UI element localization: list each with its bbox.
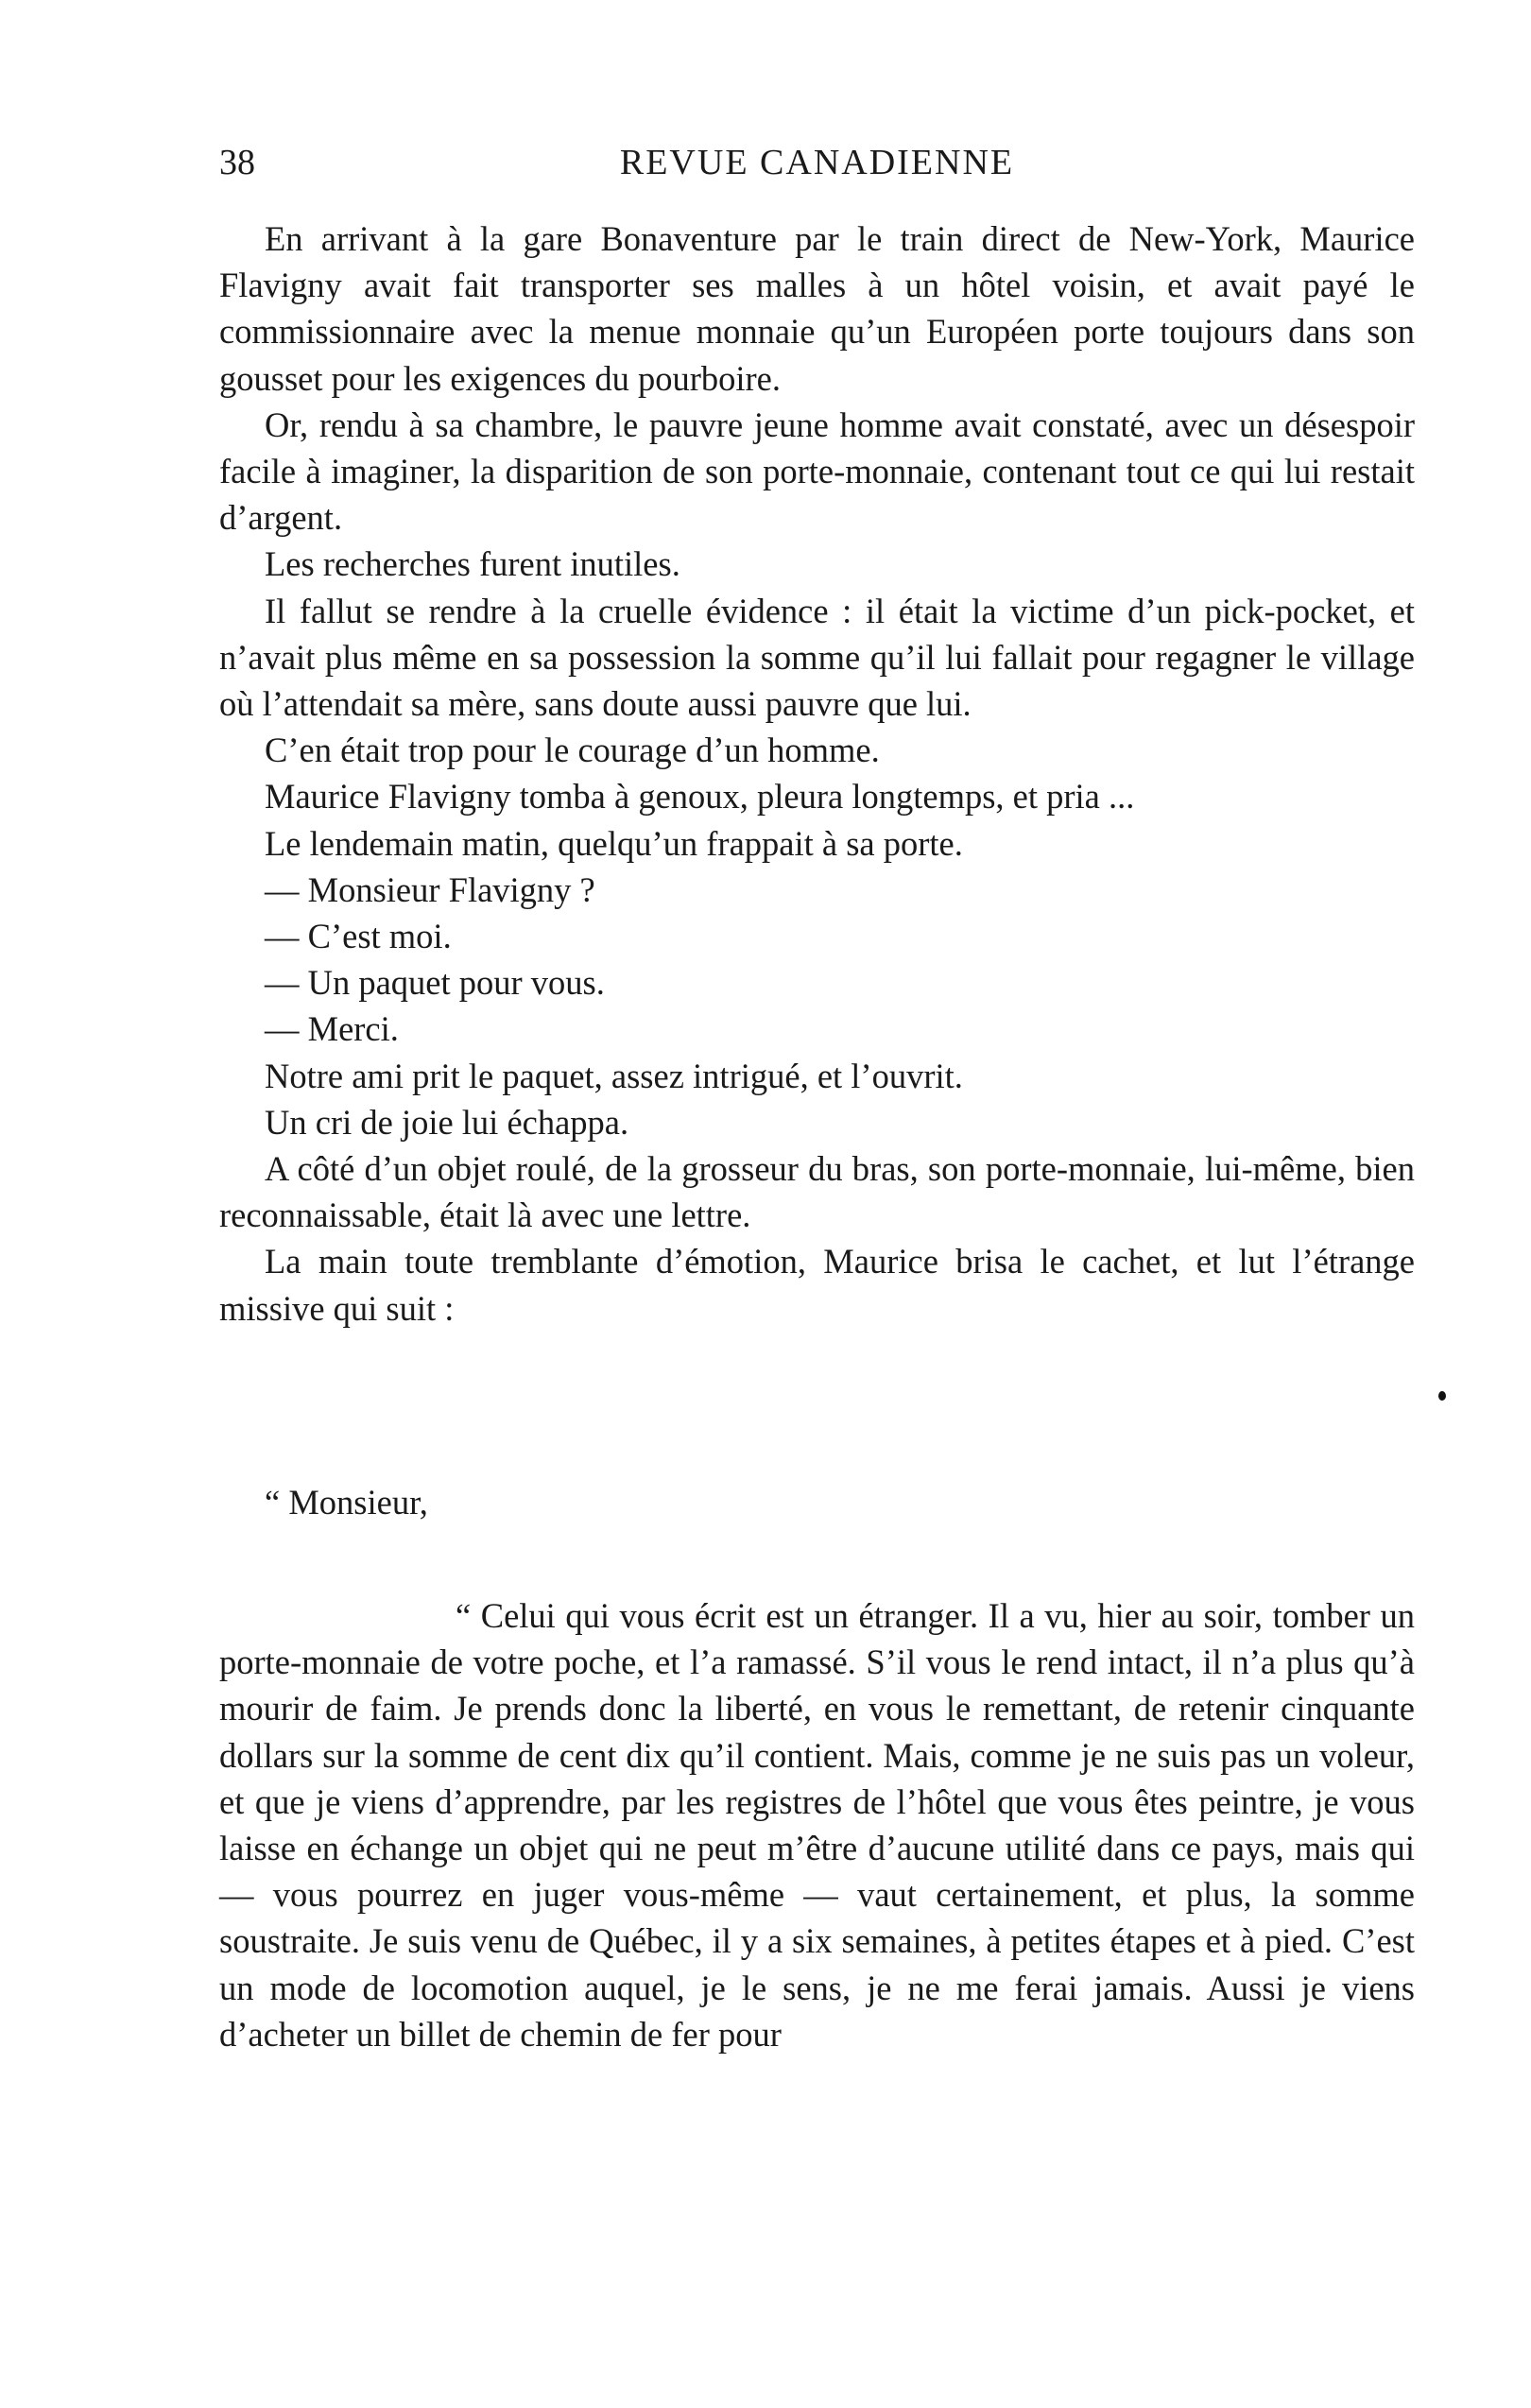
letter-salutation: “ Monsieur,	[265, 1483, 428, 1522]
paragraph: Le lendemain matin, quelqu’un frappait à sa porte.	[265, 823, 963, 863]
narrative-text	[219, 215, 1415, 1332]
dialogue-line: — Monsieur Flavigny ?	[265, 869, 595, 909]
ink-speck	[1438, 1391, 1446, 1401]
dialogue-line: — C’est moi.	[265, 917, 452, 956]
paragraph: En arrivant à la gare Bonaventure par le train direct de New-York, Maurice Flavigny avait fait transporter ses malles à un hôtel voisin, et avait payé le commissionnaire avec la menue monnaie qu’un Européen porte toujours dans son gousset pour les exigences du pourboire.	[219, 219, 1415, 398]
running-title: REVUE CANADIENNE	[619, 143, 1015, 182]
paragraph: Notre ami prit le paquet, assez intrigué, et l’ouvrit.	[265, 1056, 963, 1095]
page-number: 38	[219, 143, 255, 182]
letter-text	[219, 1592, 1415, 2057]
paragraph: La main toute tremblante d’émotion, Maurice brisa le cachet, et lut l’étrange missive qui suit :	[219, 1242, 1415, 1328]
paragraph: Un cri de joie lui échappa.	[265, 1102, 629, 1142]
paragraph: A côté d’un objet roulé, de la grosseur du bras, son porte-monnaie, lui-même, bien reconnaissable, était là avec une lettre.	[219, 1149, 1415, 1235]
paragraph: Il fallut se rendre à la cruelle évidence : il était la victime d’un pick-pocket, et n’avait plus même en sa possession la somme qu’il lui fallait pour regagner le village où l’attendait sa mère, sans doute aussi pauvre que lui.	[219, 591, 1415, 724]
paragraph: C’en était trop pour le courage d’un homme.	[265, 731, 880, 770]
paragraph: Or, rendu à sa chambre, le pauvre jeune homme avait constaté, avec un désespoir facile à imaginer, la disparition de son porte-monnaie, contenant tout ce qui lui restait d’argent.	[219, 404, 1415, 538]
letter-paragraph: “ Celui qui vous écrit est un étranger. Il a vu, hier au soir, tomber un porte-monnaie de votre poche, et l’a ramassé. S’il vous le rend intact, il n’a plus qu’à mourir de faim. Je prends donc la liberté, en vous le remettant, de retenir cinquante dollars sur la somme de cent dix qu’il contient. Mais, comme je ne suis pas un voleur, et que je viens d’apprendre, par les registres de l’hôtel que vous êtes peintre, je vous laisse en échange un objet qui ne peut m’être d’aucune utilité dans ce pays, mais qui — vous pourrez en juger vous-même — vaut certainement, et plus, la somme soustraite. Je suis venu de Québec, il y a six semaines, à petites étapes et à pied. C’est un mode de locomotion auquel, je le sens, je ne me ferai jamais. Aussi je viens d’acheter un billet de chemin de fer pour	[219, 1596, 1415, 2054]
page-header	[219, 134, 1415, 191]
paragraph: Maurice Flavigny tomba à genoux, pleura longtemps, et pria ...	[265, 777, 1135, 817]
dialogue-line: — Un paquet pour vous.	[265, 963, 605, 1003]
dialogue-line: — Merci.	[265, 1009, 399, 1049]
paragraph: Les recherches furent inutiles.	[265, 544, 680, 584]
